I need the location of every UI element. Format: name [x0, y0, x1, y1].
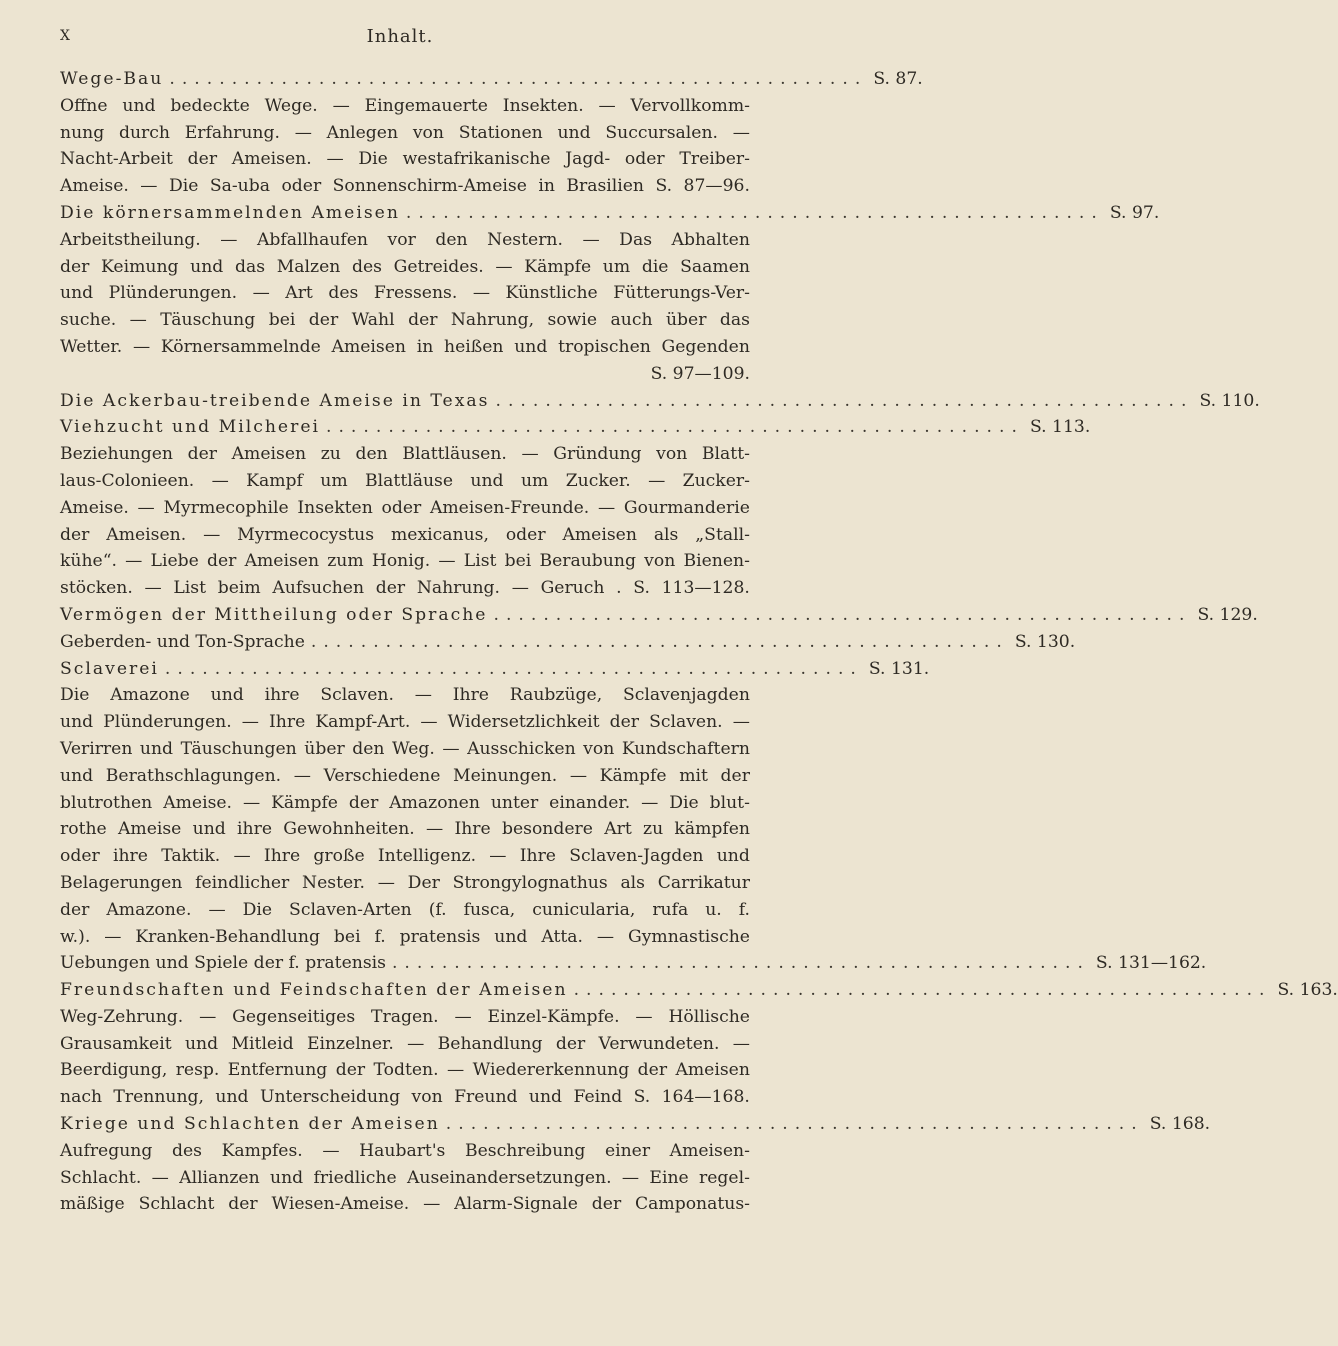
toc-entry-title: Uebungen und Spiele der f. pratensis [60, 953, 386, 974]
toc-entry [60, 1111, 1211, 1138]
leader-dots: ........................................................ [391, 953, 1090, 974]
toc-entry [60, 200, 1160, 227]
toc-page-ref: S. 168. [1149, 1114, 1211, 1135]
summary-line: und Berathschlagungen. — Verschiedene Meinungen. — Kämpfe mit der [60, 765, 750, 786]
toc-entry [60, 629, 1076, 656]
summary-line: suche. — Täuschung bei der Wahl der Nahrung, sowie auch über das [60, 310, 750, 331]
toc-entry-title: Geberden- und Ton-Sprache [60, 631, 305, 652]
toc-entry-title: Wege-Bau [60, 69, 164, 89]
summary-line: Beerdigung, resp. Entfernung der Todten. — Wiedererkennung der Ameisen [60, 1060, 750, 1081]
toc-entry-title: Vermögen der Mittheilung oder Sprache [60, 604, 488, 625]
leader-dots: ........................................................ [169, 69, 868, 89]
summary-line: Aufregung des Kampfes. — Haubart's Beschreibung einer Ameisen- [60, 1140, 750, 1161]
toc-entry-title: Die körnersammelnden Ameisen [60, 202, 400, 223]
leader-dots: ........................................................ [445, 1114, 1144, 1135]
leader-dots: ........................................................ [573, 980, 1272, 1001]
leader-dots: ........................................................ [405, 202, 1104, 223]
summary-line: laus-Colonieen. — Kampf um Blattläuse und um Zucker. — Zucker- [60, 470, 750, 491]
toc-entry-title: Kriege und Schlachten der Ameisen [60, 1114, 440, 1135]
page-range: S. 97—109. [650, 363, 750, 384]
toc-entry [60, 602, 1258, 629]
summary-line: Ameise. — Myrmecophile Insekten oder Ameisen-Freunde. — Gourmanderie [60, 497, 750, 518]
summary-line: Wetter. — Körnersammelnde Ameisen in heißen und tropischen Gegenden [60, 336, 750, 357]
summary-line: Offne und bedeckte Wege. — Eingemauerte Insekten. — Vervollkomm- [60, 95, 750, 116]
toc-page-ref: S. 129. [1197, 604, 1258, 625]
summary-line: Ameise. — Die Sa-uba oder Sonnenschirm-Ameise in Brasilien S. 87—96. [60, 176, 750, 197]
summary-line: kühe“. — Liebe der Ameisen zum Honig. — List bei Beraubung von Bienen- [60, 551, 750, 572]
summary-line: oder ihre Taktik. — Ihre große Intelligenz. — Ihre Sclaven-Jagden und [60, 846, 750, 867]
toc-page-ref: S. 130. [1014, 631, 1076, 652]
summary-line: nach Trennung, und Unterscheidung von Freund und Feind S. 164—168. [60, 1087, 750, 1108]
summary-line: Grausamkeit und Mitleid Einzelner. — Behandlung der Verwundeten. — [60, 1033, 750, 1054]
summary-line: rothe Ameise und ihre Gewohnheiten. — Ihre besondere Art zu kämpfen [60, 819, 750, 840]
leader-dots: ........................................................ [493, 604, 1192, 625]
toc-entry [60, 950, 1207, 977]
running-header: Inhalt. [366, 26, 434, 47]
toc-entry-title: Die Ackerbau-treibende Ameise in Texas [60, 390, 490, 411]
leader-dots: ........................................................ [326, 417, 1024, 438]
toc-entry [60, 656, 930, 683]
summary-line: stöcken. — List beim Aufsuchen der Nahrung. — Geruch . S. 113—128. [60, 578, 750, 599]
summary-line: der Keimung und das Malzen des Getreides. — Kämpfe um die Saamen [60, 256, 750, 277]
leader-dots: ........................................................ [495, 390, 1194, 411]
page-number-roman: X [60, 28, 70, 44]
summary-line: der Amazone. — Die Sclaven-Arten (f. fusca, cunicularia, rufa u. f. [60, 899, 750, 920]
toc-entry [60, 388, 1260, 415]
toc-entry [60, 414, 1091, 441]
toc-entry-title: Freundschaften und Feindschaften der Ameisen [60, 980, 568, 1001]
summary-line: Die Amazone und ihre Sclaven. — Ihre Raubzüge, Sclavenjagden [60, 685, 750, 706]
toc-entry-title: Sclaverei [60, 658, 159, 679]
summary-line: Nacht-Arbeit der Ameisen. — Die westafrikanische Jagd- oder Treiber- [60, 149, 750, 170]
summary-line: Beziehungen der Ameisen zu den Blattläusen. — Gründung von Blatt- [60, 444, 750, 465]
table-of-contents [60, 66, 1338, 1218]
summary-line: der Ameisen. — Myrmecocystus mexicanus, oder Ameisen als „Stall- [60, 524, 750, 545]
summary-line: Arbeitstheilung. — Abfallhaufen vor den Nestern. — Das Abhalten [60, 229, 750, 250]
toc-entry [60, 977, 1338, 1004]
leader-dots: ........................................................ [164, 658, 863, 679]
summary-line: w.). — Kranken-Behandlung bei f. pratensis und Atta. — Gymnastische [60, 926, 750, 947]
summary-line: nung durch Erfahrung. — Anlegen von Stationen und Succursalen. — [60, 122, 750, 143]
toc-page-ref: S. 163. [1277, 980, 1338, 1001]
toc-page-ref: S. 87. [873, 69, 923, 89]
summary-line: Belagerungen feindlicher Nester. — Der Strongylognathus als Carrikatur [60, 872, 750, 893]
summary-line: blutrothen Ameise. — Kämpfe der Amazonen unter einander. — Die blut- [60, 792, 750, 813]
summary-line: mäßige Schlacht der Wiesen-Ameise. — Alarm-Signale der Camponatus- [60, 1194, 750, 1215]
toc-entry [60, 66, 923, 93]
toc-page-ref: S. 131—162. [1095, 953, 1207, 974]
summary-line: Schlacht. — Allianzen und friedliche Auseinandersetzungen. — Eine regel- [60, 1167, 750, 1188]
toc-page-ref: S. 131. [868, 658, 930, 679]
toc-page-ref: S. 110. [1199, 390, 1260, 411]
summary-line: und Plünderungen. — Art des Fressens. — Künstliche Fütterungs-Ver- [60, 283, 750, 304]
leader-dots: ........................................................ [310, 631, 1009, 652]
summary-line: Weg-Zehrung. — Gegenseitiges Tragen. — Einzel-Kämpfe. — Höllische [60, 1006, 750, 1027]
summary-line: Verirren und Täuschungen über den Weg. — Ausschicken von Kundschaftern [60, 738, 750, 759]
toc-entry-title: Viehzucht und Milcherei [60, 417, 320, 438]
summary-line: und Plünderungen. — Ihre Kampf-Art. — Widersetzlichkeit der Sclaven. — [60, 712, 750, 733]
toc-page-ref: S. 113. [1029, 417, 1091, 438]
toc-page-ref: S. 97. [1109, 202, 1160, 223]
